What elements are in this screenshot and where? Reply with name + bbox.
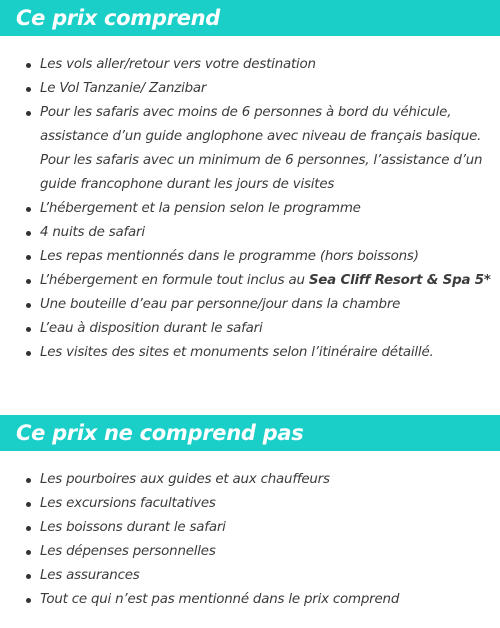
bullet-icon	[26, 574, 31, 579]
included-item-resort: L’hébergement en formule tout inclus au Sea Cliff Resort & Spa 5*	[0, 269, 500, 293]
included-item-accommodation: L’hébergement et la pension selon le programme	[0, 197, 500, 221]
included-item-zanzibar-flight: Le Vol Tanzanie/ Zanzibar	[0, 77, 500, 101]
excluded-item-other: Tout ce qui n’est pas mentionné dans le prix comprend	[0, 588, 500, 612]
bullet-icon	[26, 231, 31, 236]
included-item-meals: Les repas mentionnés dans le programme (hors boissons)	[0, 245, 500, 269]
bullet-icon	[26, 478, 31, 483]
bullet-icon	[26, 303, 31, 308]
included-item-guide: Pour les safaris avec moins de 6 personnes à bord du véhicule, assistance d’un guide anglophone avec niveau de français basique. Pour les safaris avec un minimum de 6 personnes, l’assistance d’un guide francophone durant les jours de visites	[0, 101, 500, 197]
included-item-water-safari: L’eau à disposition durant le safari	[0, 317, 500, 341]
bullet-icon	[26, 63, 31, 68]
excluded-item-insurance: Les assurances	[0, 564, 500, 588]
bullet-icon	[26, 255, 31, 260]
bullet-icon	[26, 526, 31, 531]
excluded-item-excursions: Les excursions facultatives	[0, 492, 500, 516]
included-item-safari-nights: 4 nuits de safari	[0, 221, 500, 245]
bullet-icon	[26, 598, 31, 603]
bullet-icon	[26, 87, 31, 92]
resort-name: Sea Cliff Resort & Spa 5*	[308, 273, 491, 288]
included-list	[0, 53, 500, 365]
included-item-water-bottle: Une bouteille d’eau par personne/jour dans la chambre	[0, 293, 500, 317]
included-section-title: Ce prix comprend	[0, 0, 500, 36]
bullet-icon	[26, 327, 31, 332]
bullet-icon	[26, 351, 31, 356]
bullet-icon	[26, 550, 31, 555]
bullet-icon	[26, 502, 31, 507]
excluded-item-tips: Les pourboires aux guides et aux chauffeurs	[0, 468, 500, 492]
included-item-flights: Les vols aller/retour vers votre destination	[0, 53, 500, 77]
excluded-item-drinks: Les boissons durant le safari	[0, 516, 500, 540]
excluded-list	[0, 468, 500, 612]
excluded-section-title: Ce prix ne comprend pas	[0, 415, 500, 451]
bullet-icon	[26, 111, 31, 116]
bullet-icon	[26, 279, 31, 284]
included-item-visits: Les visites des sites et monuments selon l’itinéraire détaillé.	[0, 341, 500, 365]
bullet-icon	[26, 207, 31, 212]
excluded-item-personal-expenses: Les dépenses personnelles	[0, 540, 500, 564]
